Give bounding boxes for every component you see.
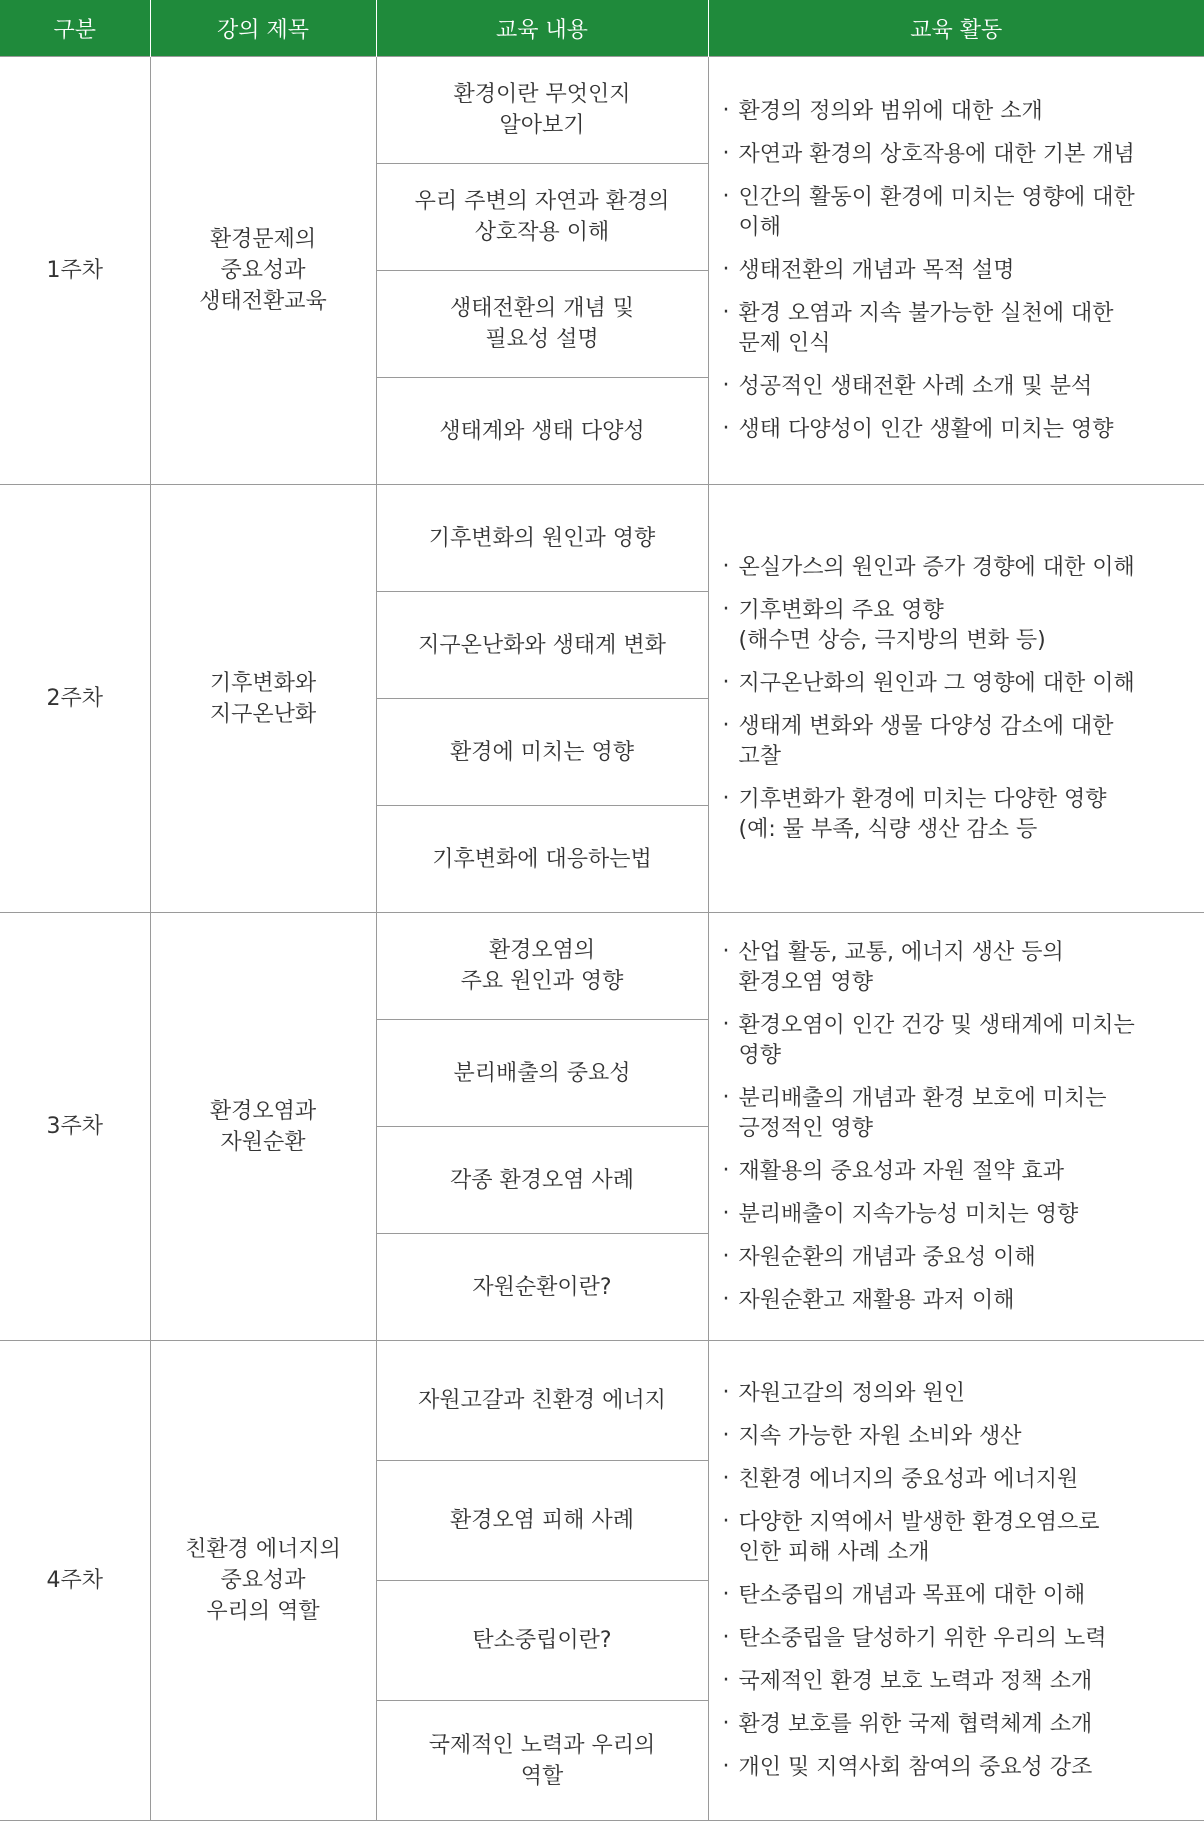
header-education-activities: 교육 활동 (708, 0, 1204, 57)
list-item: · 분리배출의 개념과 환경 보호에 미치는 긍정적인 영향 (723, 1084, 1191, 1144)
table-header (0, 0, 1204, 57)
list-item: · 자원고갈의 정의와 원인 (723, 1379, 1191, 1409)
education-content: 탄소중립이란? (376, 1581, 708, 1701)
list-item: · 생태계 변화와 생물 다양성 감소에 대한 고찰 (723, 712, 1191, 772)
list-item: · 자원순환의 개념과 중요성 이해 (723, 1243, 1191, 1273)
education-activities (708, 1341, 1204, 1821)
table-row (0, 57, 1204, 164)
table-row (0, 913, 1204, 1020)
education-content: 기후변화에 대응하는법 (376, 806, 708, 913)
lecture-title: 기후변화와 지구온난화 (150, 485, 376, 913)
list-item: · 지구온난화의 원인과 그 영향에 대한 이해 (723, 669, 1191, 699)
education-content: 자원순환이란? (376, 1234, 708, 1341)
education-content: 환경이란 무엇인지 알아보기 (376, 57, 708, 164)
list-item: · 개인 및 지역사회 참여의 중요성 강조 (723, 1753, 1191, 1783)
list-item: · 다양한 지역에서 발생한 환경오염으로 인한 피해 사례 소개 (723, 1508, 1191, 1568)
education-activities (708, 57, 1204, 485)
table-body (0, 57, 1204, 1821)
list-item: · 인간의 활동이 환경에 미치는 영향에 대한 이해 (723, 183, 1191, 243)
list-item: · 기후변화의 주요 영향 (해수면 상승, 극지방의 변화 등) (723, 596, 1191, 656)
education-content: 지구온난화와 생태계 변화 (376, 592, 708, 699)
header-row (0, 0, 1204, 57)
header-education-content: 교육 내용 (376, 0, 708, 57)
week-label: 2주차 (0, 485, 150, 913)
list-item: · 국제적인 환경 보호 노력과 정책 소개 (723, 1667, 1191, 1697)
education-content: 생태전환의 개념 및 필요성 설명 (376, 271, 708, 378)
activity-list (723, 1379, 1191, 1783)
list-item: · 환경오염이 인간 건강 및 생태계에 미치는 영향 (723, 1011, 1191, 1071)
week-label: 1주차 (0, 57, 150, 485)
lecture-title: 환경오염과 자원순환 (150, 913, 376, 1341)
list-item: · 지속 가능한 자원 소비와 생산 (723, 1422, 1191, 1452)
education-content: 자원고갈과 친환경 에너지 (376, 1341, 708, 1461)
education-activities (708, 913, 1204, 1341)
list-item: · 환경 보호를 위한 국제 협력체계 소개 (723, 1710, 1191, 1740)
header-category: 구분 (0, 0, 150, 57)
activity-list (723, 553, 1191, 845)
education-content: 환경오염의 주요 원인과 영향 (376, 913, 708, 1020)
week-label: 3주차 (0, 913, 150, 1341)
education-content: 각종 환경오염 사례 (376, 1127, 708, 1234)
list-item: · 자원순환고 재활용 과저 이해 (723, 1286, 1191, 1316)
list-item: · 성공적인 생태전환 사례 소개 및 분석 (723, 372, 1191, 402)
list-item: · 생태 다양성이 인간 생활에 미치는 영향 (723, 415, 1191, 445)
education-content: 분리배출의 중요성 (376, 1020, 708, 1127)
list-item: · 환경 오염과 지속 불가능한 실천에 대한 문제 인식 (723, 299, 1191, 359)
list-item: · 환경의 정의와 범위에 대한 소개 (723, 97, 1191, 127)
education-content: 국제적인 노력과 우리의 역할 (376, 1701, 708, 1821)
list-item: · 기후변화가 환경에 미치는 다양한 영향 (예: 물 부족, 식량 생산 감소 등 (723, 785, 1191, 845)
list-item: · 산업 활동, 교통, 에너지 생산 등의 환경오염 영향 (723, 938, 1191, 998)
header-lecture-title: 강의 제목 (150, 0, 376, 57)
education-activities (708, 485, 1204, 913)
list-item: · 친환경 에너지의 중요성과 에너지원 (723, 1465, 1191, 1495)
education-content: 환경오염 피해 사례 (376, 1461, 708, 1581)
education-content: 우리 주변의 자연과 환경의 상호작용 이해 (376, 164, 708, 271)
table-row (0, 1341, 1204, 1461)
education-content: 환경에 미치는 영향 (376, 699, 708, 806)
week-label: 4주차 (0, 1341, 150, 1821)
list-item: · 온실가스의 원인과 증가 경향에 대한 이해 (723, 553, 1191, 583)
table-row (0, 485, 1204, 592)
list-item: · 생태전환의 개념과 목적 설명 (723, 256, 1191, 286)
lecture-title: 환경문제의 중요성과 생태전환교육 (150, 57, 376, 485)
activity-list (723, 97, 1191, 445)
lecture-title: 친환경 에너지의 중요성과 우리의 역할 (150, 1341, 376, 1821)
list-item: · 분리배출이 지속가능성 미치는 영향 (723, 1200, 1191, 1230)
education-content: 생태계와 생태 다양성 (376, 378, 708, 485)
list-item: · 탄소중립을 달성하기 위한 우리의 노력 (723, 1624, 1191, 1654)
list-item: · 자연과 환경의 상호작용에 대한 기본 개념 (723, 140, 1191, 170)
activity-list (723, 938, 1191, 1316)
education-content: 기후변화의 원인과 영향 (376, 485, 708, 592)
list-item: · 탄소중립의 개념과 목표에 대한 이해 (723, 1581, 1191, 1611)
list-item: · 재활용의 중요성과 자원 절약 효과 (723, 1157, 1191, 1187)
